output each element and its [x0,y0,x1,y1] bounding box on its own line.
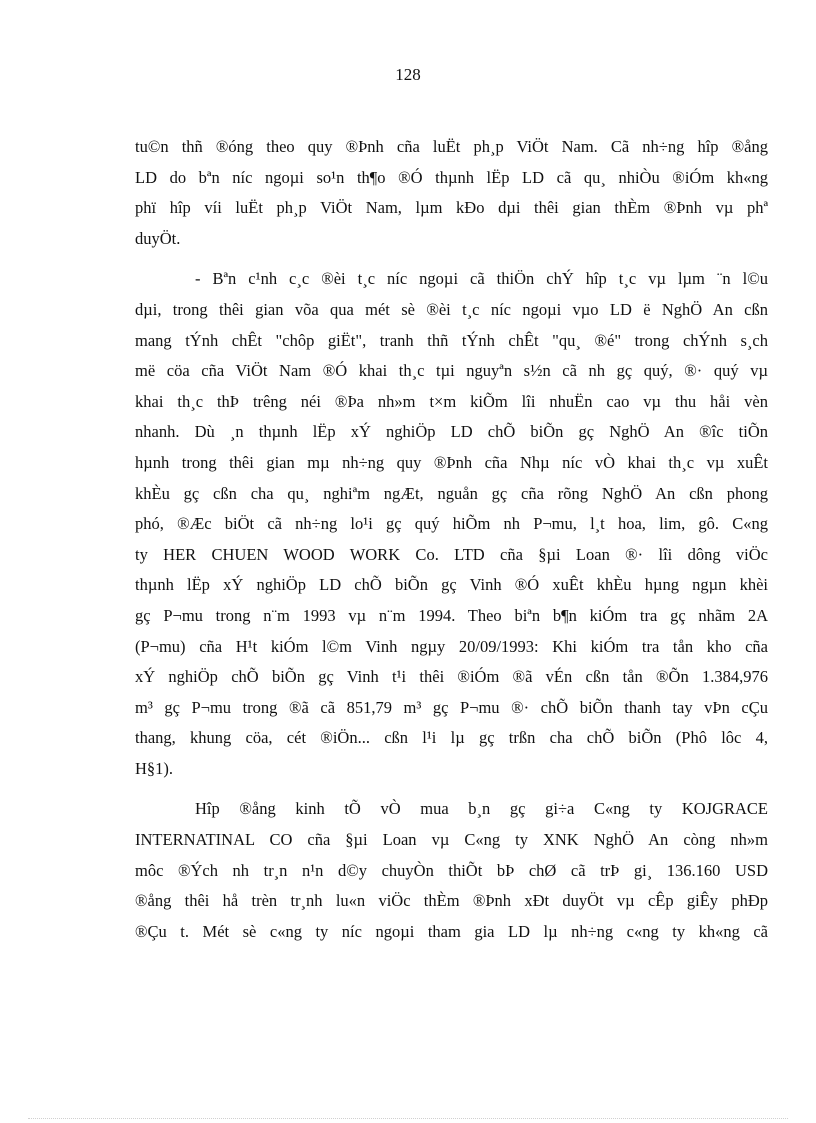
text-line: ®ång thêi hå trèn tr¸nh lu«n viÖc thÈm ®Þnh xÐt duyÖt vµ cÊp giÊy phÐp [135,891,768,911]
text-line: khÈu gç cßn cha qu¸ nghiªm ngÆt, nguån gç cña rõng NghÖ An cßn phong [135,483,768,503]
text-line: duyÖt. [135,228,181,248]
text-line: dµi, trong thêi gian võa qua mét sè ®èi t¸c níc ngoµi vµo LD ë NghÖ An cßn [135,299,768,319]
text-line: më cöa cña ViÖt Nam ®Ó khai th¸c tµi nguyªn s½n cã nh gç quý, ®· quý vµ [135,361,768,381]
page-number: 128 [395,65,421,84]
text-line: INTERNATINAL CO cña §µi Loan vµ C«ng ty XNK NghÖ An còng nh»m [135,830,768,850]
text-line: ®Çu t. Mét sè c«ng ty níc ngoµi tham gia LD lµ nh÷ng c«ng ty kh«ng cã [135,921,768,941]
text-line: m³ gç P¬mu trong ®ã cã 851,79 m³ gç P¬mu ®· chÕ biÕn thanh tay vÞn cÇu [135,697,768,717]
page-bottom-divider [28,1118,788,1119]
text-line: Hîp ®ång kinh tÕ vÒ mua b¸n gç gi÷a C«ng ty KOJGRACE [195,799,768,819]
text-line: phï hîp víi luËt ph¸p ViÖt Nam, lµm kÐo dµi thêi gian thÈm ®Þnh vµ phª [135,198,768,218]
body-text [135,132,768,947]
paragraph-2 [135,264,768,784]
text-line: H§1). [135,758,174,778]
paragraph-1 [135,132,768,254]
text-line: mang tÝnh chÊt "chôp giËt", tranh thñ tÝnh chÊt "qu¸ ®é" trong chÝnh s¸ch [135,330,768,350]
text-line: xÝ nghiÖp chÕ biÕn gç Vinh t¹i thêi ®iÓm ®ã vÉn cßn tån ®Õn 1.384,976 [135,667,768,687]
text-line: hµnh trong thêi gian mµ nh÷ng quy ®Þnh cña Nhµ níc vÒ khai th¸c vµ xuÊt [135,452,768,472]
text-line: - Bªn c¹nh c¸c ®èi t¸c níc ngoµi cã thiÖn chÝ hîp t¸c vµ lµm ¨n l©u [195,269,768,289]
text-line: môc ®Ých nh tr¸n n¹n d©y chuyÒn thiÕt bÞ chØ cã trÞ gi¸ 136.160 USD [135,860,768,880]
text-line: tu©n thñ ®óng theo quy ®Þnh cña luËt ph¸p ViÖt Nam. Cã nh÷ng hîp ®ång [135,137,768,156]
text-line: LD do bªn níc ngoµi so¹n th¶o ®Ó thµnh lËp LD cã qu¸ nhiÒu ®iÓm kh«ng [135,167,768,187]
text-line: thang, khung cöa, cét ®iÖn... cßn l¹i lµ gç trßn cha chÕ biÕn (Phô lôc 4, [135,728,768,748]
text-line: khai th¸c thÞ trêng néi ®Þa nh»m t×m kiÕm lîi nhuËn cao vµ thu håi vèn [135,391,768,411]
text-line: gç P¬mu trong n¨m 1993 vµ n¨m 1994. Theo biªn b¶n kiÓm tra gç nhãm 2A [135,605,768,625]
text-line: (P¬mu) cña H¹t kiÓm l©m Vinh ngµy 20/09/1993: Khi kiÓm tra tån kho cña [135,636,768,656]
text-line: nhanh. Dù ¸n thµnh lËp xÝ nghiÖp LD chÕ biÕn gç NghÖ An ®îc tiÕn [135,422,768,442]
text-line: phó, ®Æc biÖt cã nh÷ng lo¹i gç quý hiÕm nh P¬mu, l¸t hoa, lim, gô. C«ng [135,514,768,534]
text-line: thµnh lËp xÝ nghiÖp LD chÕ biÕn gç Vinh ®Ó xuÊt khÈu hµng ngµn khèi [135,575,768,595]
text-line: ty HER CHUEN WOOD WORK Co. LTD cña §µi Loan ®· lîi dông viÖc [135,544,768,564]
paragraph-3 [135,794,768,947]
